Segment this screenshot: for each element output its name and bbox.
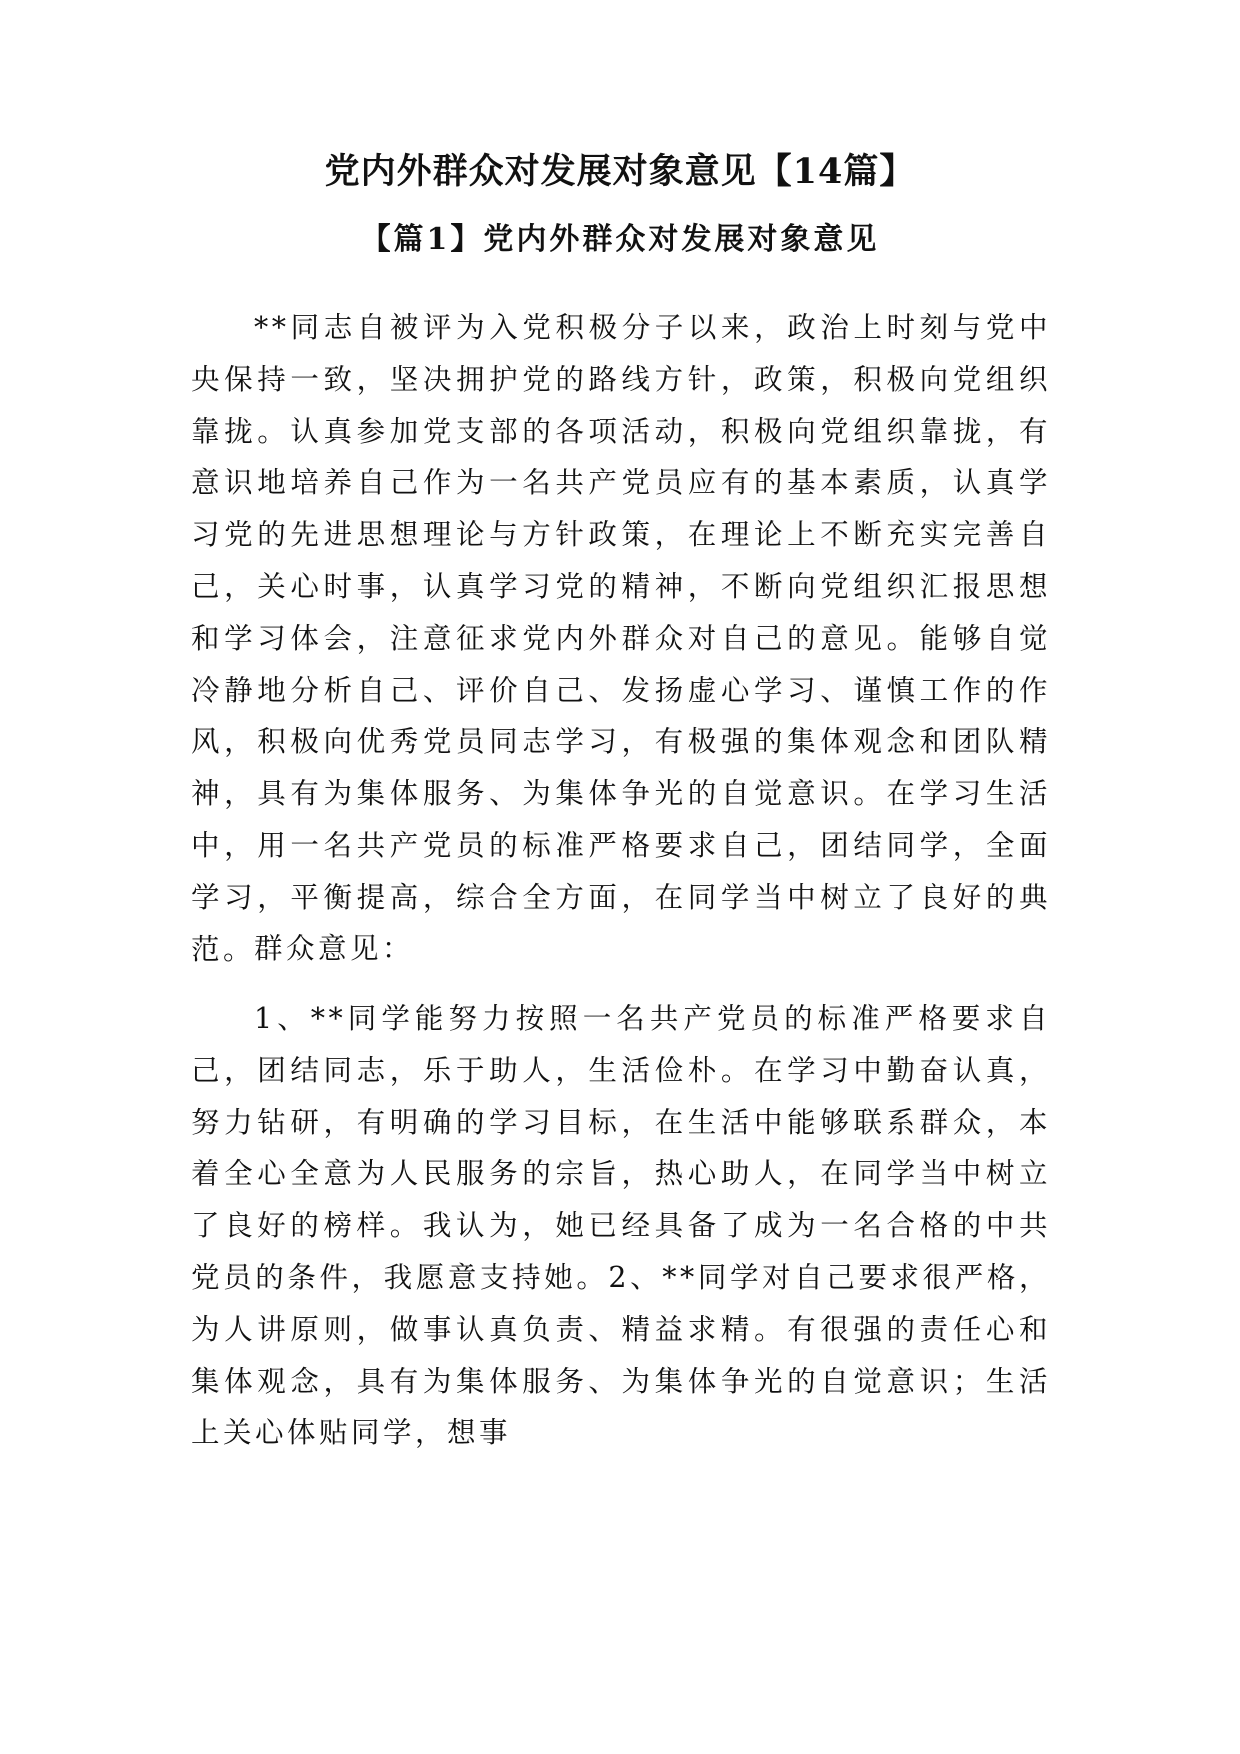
opinion-heading: 群众意见： [254, 932, 415, 965]
body-paragraph: **同志自被评为入党积极分子以来，政治上时刻与党中央保持一致，坚决拥护党的路线方针，政策，积极向党组织靠拢。认真参加党支部的各项活动，积极向党组织靠拢，有意识地培养自己作为一名共产党员应有的基本素质，认真学习党的先进思想理论与方针政策，在理论上不断充实完善自己，关心时事，认真学习党的精神，不断向党组织汇报思想和学习体会，注意征求党内外群众对自己的意见。能够自觉冷静地分析自己、评价自己、发扬虚心学习、谨慎工作的作风，积极向优秀党员同志学习，有极强的集体观念和团队精神，具有为集体服务、为集体争光的自觉意识。在学习生活中，用一名共产党员的标准严格要求自己，团结同学，全面学习，平衡提高，综合全方面，在同学当中树立了良好的典范。 [191, 311, 1051, 966]
opinion-paragraph: 1、**同学能努力按照一名共产党员的标准严格要求自己，团结同志，乐于助人，生活俭朴。在学习中勤奋认真，努力钻研，有明确的学习目标，在生活中能够联系群众，本着全心全意为人民服务的宗旨，热心助人，在同学当中树立了良好的榜样。我认为，她已经具备了成为一名合格的中共党员的条件，我愿意支持她。2、**同学对自己要求很严格，为人讲原则，做事认真负责、精益求精。有很强的责任心和集体观念，具有为集体服务、为集体争光的自觉意识；生活上关心体贴同学，想事 [191, 1002, 1051, 1450]
section-subtitle: 【篇1】党内外群众对发展对象意见 [360, 222, 880, 257]
document-title: 党内外群众对发展对象意见【14篇】 [324, 151, 916, 192]
